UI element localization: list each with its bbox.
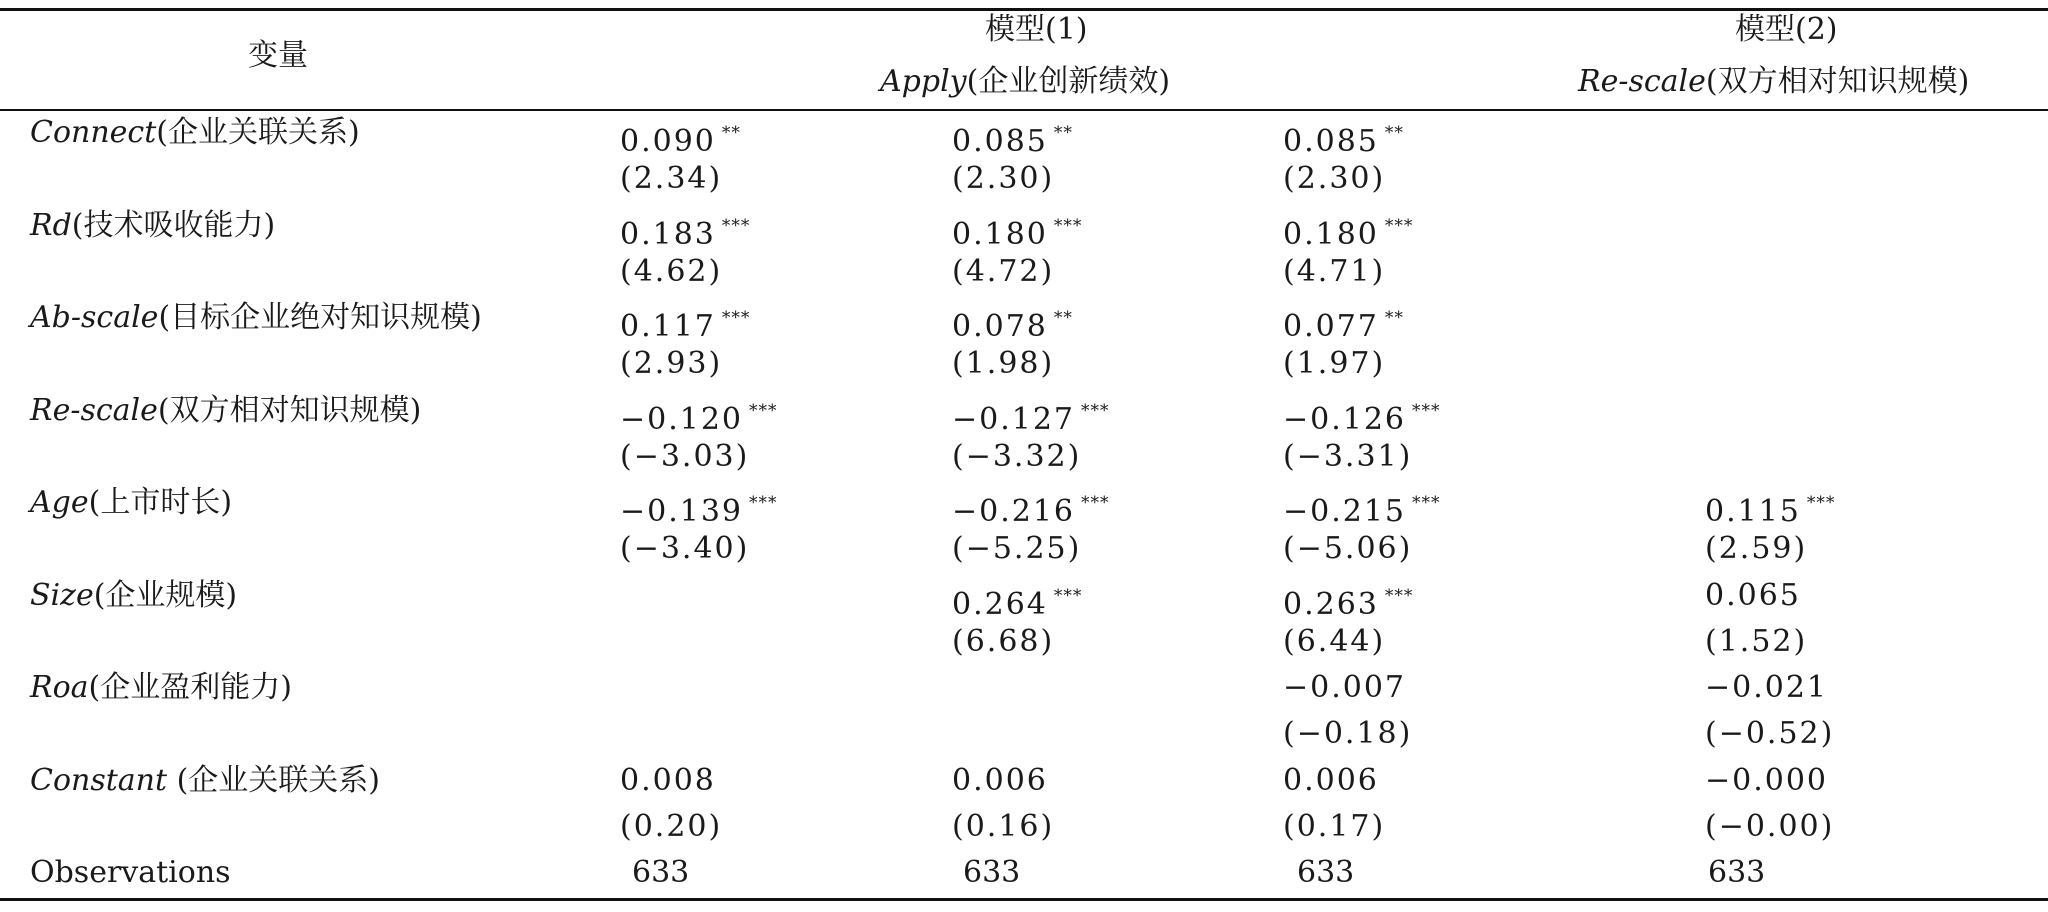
coefficient-value: −0.215	[1283, 494, 1407, 529]
coefficient-cell	[1705, 665, 1828, 711]
significance-stars: ***	[1384, 215, 1414, 236]
coefficient-value: −0.021	[1705, 670, 1829, 705]
t-statistic-cell: (4.71)	[1283, 253, 1386, 289]
coefficient-value: 0.077	[1283, 309, 1379, 344]
variable-label	[30, 573, 237, 619]
variable-description: (双方相对知识规模)	[157, 392, 422, 428]
coefficient-value: 0.264	[952, 586, 1048, 622]
significance-stars: ***	[1053, 215, 1083, 236]
coefficient-value: 0.115	[1705, 494, 1801, 529]
variable-label	[30, 295, 482, 341]
coefficient-value: 0.078	[952, 309, 1048, 344]
coefficient-value: −0.216	[952, 494, 1076, 529]
coefficient-value: 0.183	[620, 216, 716, 252]
significance-stars: **	[721, 123, 741, 143]
table-row-tstat	[0, 156, 2048, 202]
variable-name: Rd	[30, 207, 72, 243]
significance-stars: **	[1384, 308, 1404, 328]
variable-description: (上市时长)	[88, 485, 233, 520]
table-row-tstat	[0, 434, 2048, 480]
variable-name: Age	[30, 485, 89, 520]
coefficient-value: 0.008	[620, 762, 716, 798]
coefficient-value: −0.120	[620, 401, 744, 437]
significance-stars: ***	[1806, 493, 1836, 513]
coefficient-cell	[1283, 665, 1406, 711]
table-row-observations	[0, 850, 2048, 896]
variable-description: (企业盈利能力)	[88, 670, 292, 705]
header-model-1-dep-var: Apply	[880, 64, 967, 99]
coefficient-value: −0.007	[1283, 670, 1407, 705]
t-statistic-cell: (−5.25)	[952, 531, 1082, 567]
variable-name: Constant	[30, 762, 168, 798]
variable-name: Connect	[30, 115, 157, 150]
table-row-tstat	[0, 249, 2048, 295]
coefficient-cell	[620, 758, 716, 804]
t-statistic-cell: (−0.18)	[1283, 716, 1413, 752]
coefficient-value: −0.139	[620, 494, 744, 529]
variable-label	[30, 480, 232, 526]
variable-description: (企业规模)	[93, 577, 238, 613]
observations-value: 633	[1297, 855, 1355, 890]
significance-stars: **	[1384, 123, 1404, 143]
significance-stars: ***	[1081, 400, 1110, 421]
variable-name: Size	[30, 577, 94, 613]
variable-label	[30, 203, 275, 249]
variable-description: (企业关联关系)	[156, 115, 360, 150]
observations-value: 633	[1708, 855, 1766, 890]
significance-stars: ***	[749, 400, 778, 421]
variable-description: (技术吸收能力)	[71, 207, 276, 243]
t-statistic-cell: (2.34)	[620, 161, 723, 197]
t-statistic-cell: (−0.52)	[1705, 716, 1835, 752]
variable-label	[30, 758, 380, 804]
coefficient-value: 0.117	[620, 309, 716, 344]
coefficient-value: 0.065	[1705, 577, 1801, 613]
t-statistic-cell: (1.97)	[1283, 346, 1386, 382]
observations-label: Observations	[30, 855, 231, 890]
t-statistic-cell: (2.30)	[1283, 161, 1386, 197]
header-model-2: 模型(2)	[1735, 12, 1838, 47]
significance-stars: **	[1053, 123, 1073, 143]
header-model-2-dep-desc: (双方相对知识规模)	[1705, 64, 1970, 99]
variable-label	[30, 388, 421, 434]
coefficient-value: 0.180	[1283, 216, 1379, 252]
t-statistic-cell: (−3.40)	[620, 531, 750, 567]
t-statistic-cell: (0.16)	[952, 808, 1055, 844]
variable-label	[30, 110, 360, 156]
coefficient-value: 0.085	[1283, 124, 1379, 159]
coefficient-value: 0.006	[952, 762, 1048, 798]
t-statistic-cell: (2.59)	[1705, 531, 1808, 567]
coefficient-value: 0.090	[620, 124, 716, 159]
significance-stars: ***	[1412, 400, 1441, 421]
t-statistic-cell: (4.72)	[952, 253, 1055, 289]
variable-label	[30, 665, 292, 711]
t-statistic-cell: (1.52)	[1705, 623, 1808, 659]
t-statistic-cell: (6.44)	[1283, 623, 1386, 659]
header-model-1: 模型(1)	[985, 12, 1088, 47]
significance-stars: **	[1053, 308, 1073, 328]
significance-stars: ***	[1081, 493, 1110, 513]
table-row-tstat	[0, 804, 2048, 850]
t-statistic-cell: (0.20)	[620, 808, 723, 844]
variable-name: Ab-scale	[30, 300, 159, 335]
header-variable: 变量	[248, 38, 308, 73]
coefficient-value: 0.180	[952, 216, 1048, 252]
table-row-tstat	[0, 619, 2048, 665]
header-model-2-dep-var: Re-scale	[1578, 64, 1706, 99]
coefficient-cell	[952, 758, 1048, 804]
table-row	[0, 480, 2048, 529]
t-statistic-cell: (0.17)	[1283, 808, 1386, 844]
table-row	[0, 203, 2048, 252]
observations-value: 633	[963, 855, 1021, 890]
variable-name: Re-scale	[30, 392, 158, 428]
table-row	[0, 110, 2048, 159]
variable-name: Roa	[30, 670, 89, 705]
variable-description: (企业关联关系)	[167, 762, 381, 798]
significance-stars: ***	[1384, 585, 1414, 606]
header-model-1-dep-desc: (企业创新绩效)	[966, 64, 1171, 99]
coefficient-value: 0.263	[1283, 586, 1379, 622]
variable-description: (目标企业绝对知识规模)	[158, 300, 482, 335]
table-row	[0, 665, 2048, 711]
coefficient-cell	[1705, 573, 1801, 619]
observations-value: 633	[632, 855, 690, 890]
significance-stars: ***	[1053, 585, 1083, 606]
t-statistic-cell: (4.62)	[620, 253, 723, 289]
t-statistic-cell: (−3.32)	[952, 438, 1082, 474]
t-statistic-cell: (6.68)	[952, 623, 1055, 659]
t-statistic-cell: (−5.06)	[1283, 531, 1413, 567]
table-row	[0, 573, 2048, 622]
t-statistic-cell: (−3.31)	[1283, 438, 1413, 474]
coefficient-value: −0.127	[952, 401, 1076, 437]
coefficient-cell	[1705, 758, 1828, 804]
t-statistic-cell: (2.93)	[620, 346, 723, 382]
coefficient-value: −0.000	[1705, 762, 1829, 798]
significance-stars: ***	[721, 308, 751, 328]
t-statistic-cell: (−3.03)	[620, 438, 750, 474]
significance-stars: ***	[721, 215, 751, 236]
table-row-tstat	[0, 711, 2048, 757]
coefficient-value: −0.126	[1283, 401, 1407, 437]
table-row	[0, 388, 2048, 437]
table-row	[0, 295, 2048, 344]
t-statistic-cell: (2.30)	[952, 161, 1055, 197]
significance-stars: ***	[749, 493, 778, 513]
coefficient-value: 0.006	[1283, 762, 1379, 798]
table-row-tstat	[0, 341, 2048, 387]
coefficient-value: 0.085	[952, 124, 1048, 159]
significance-stars: ***	[1412, 493, 1441, 513]
t-statistic-cell: (1.98)	[952, 346, 1055, 382]
coefficient-cell	[1283, 758, 1379, 804]
table-row-tstat	[0, 526, 2048, 572]
t-statistic-cell: (−0.00)	[1705, 808, 1835, 844]
table-row	[0, 758, 2048, 804]
